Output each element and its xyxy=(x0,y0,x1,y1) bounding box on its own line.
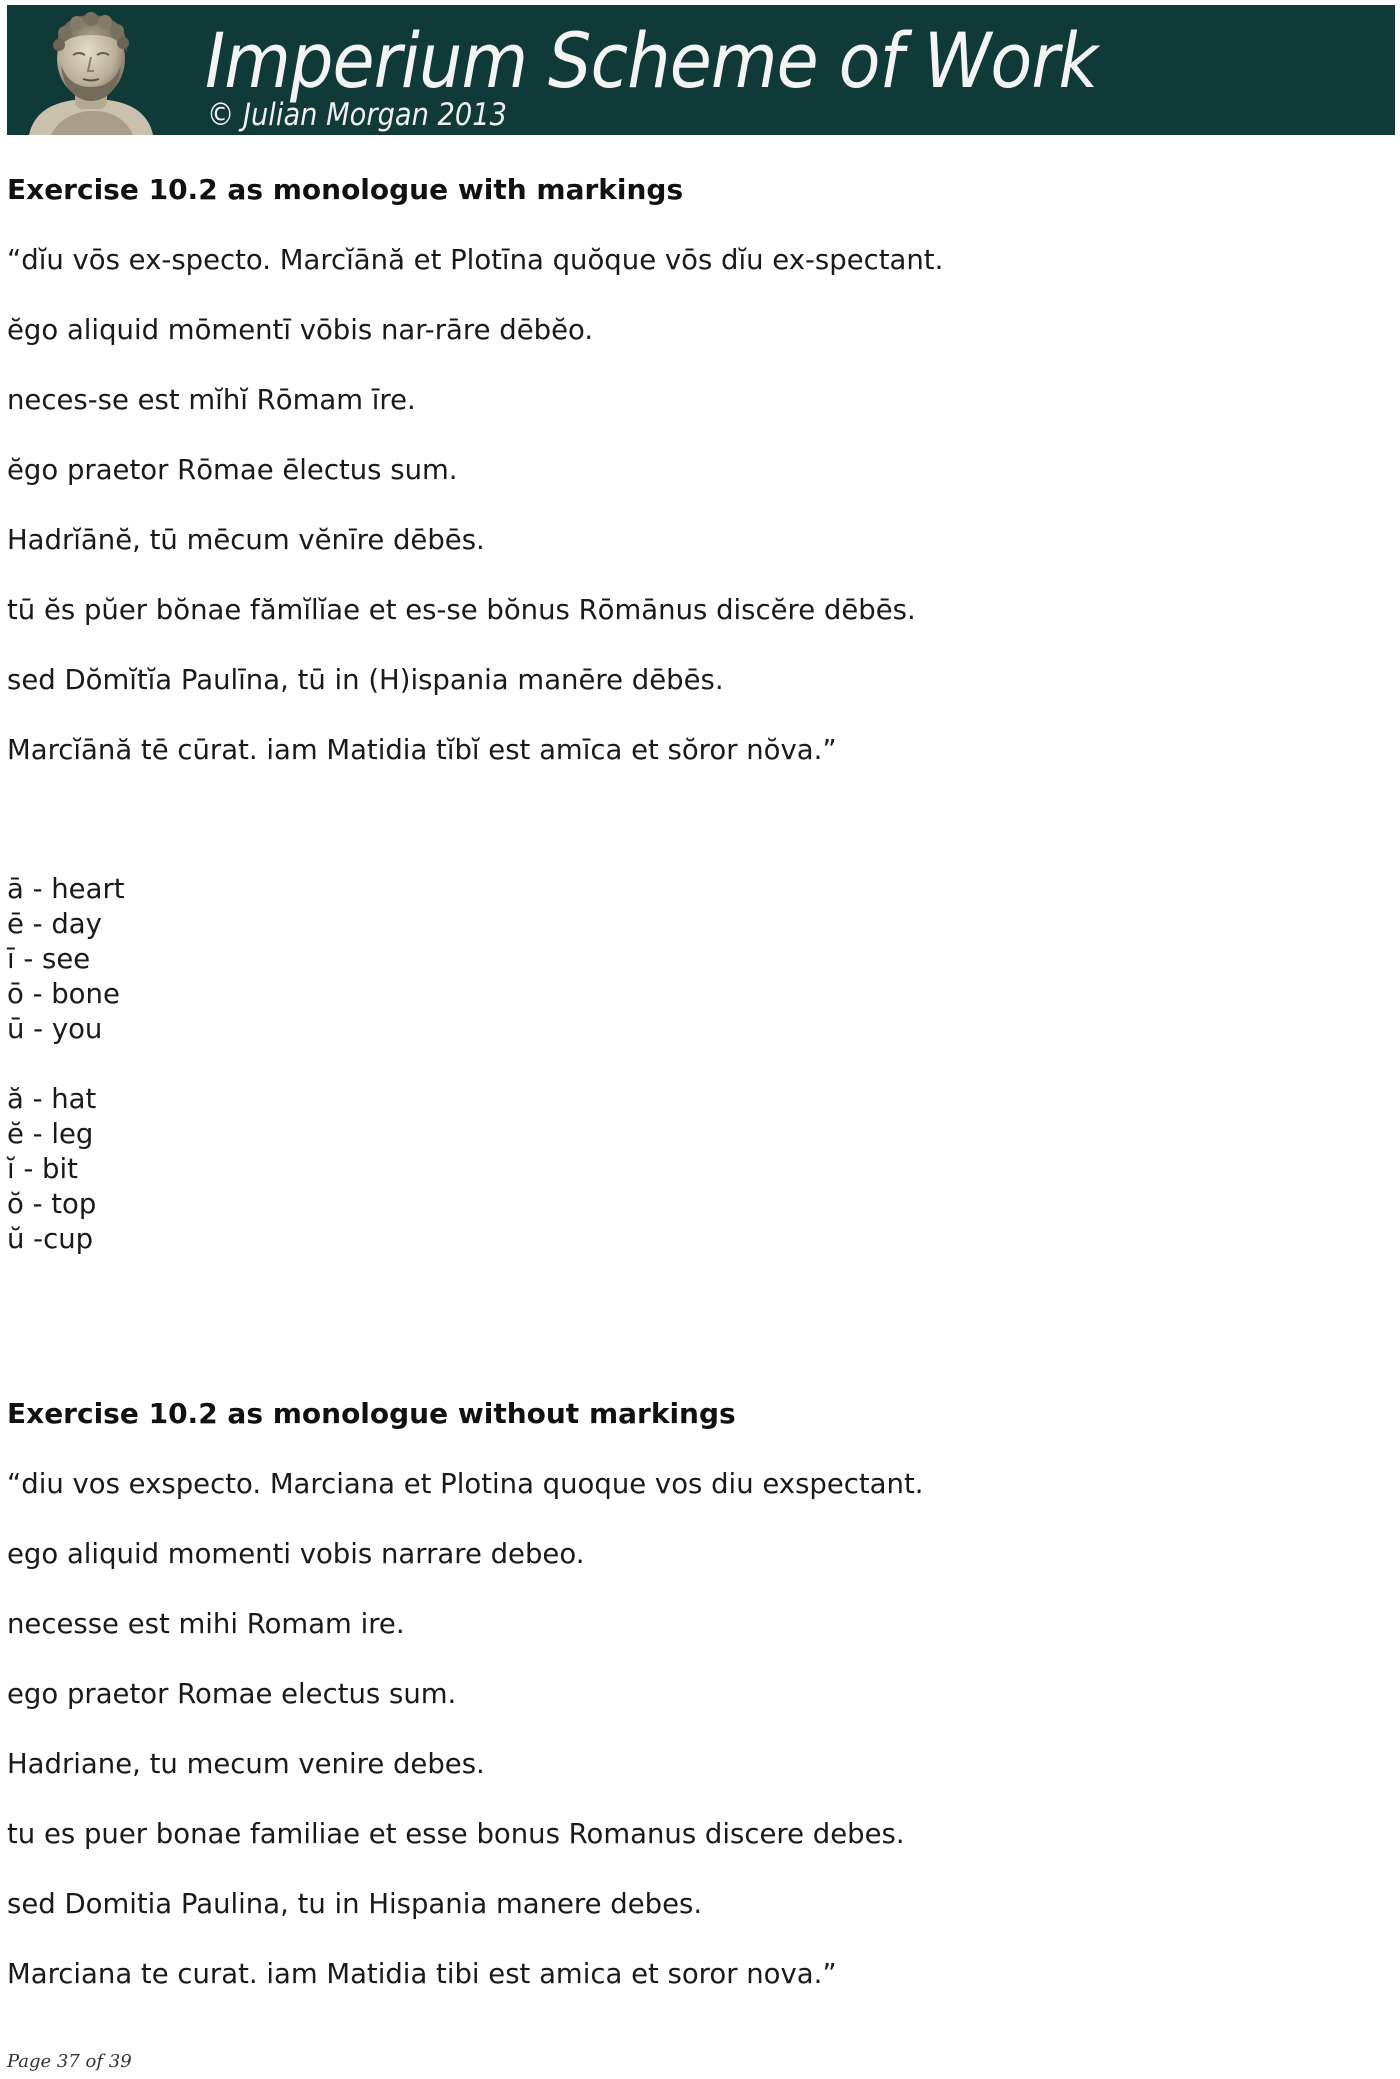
vowel-key-item: ī - see xyxy=(7,943,91,975)
unmarked-line: sed Domitia Paulina, tu in Hispania manere debes. xyxy=(7,1888,703,1920)
vowel-key-item: ā - heart xyxy=(7,873,125,905)
unmarked-line: tu es puer bonae familiae et esse bonus Romanus discere debes. xyxy=(7,1818,905,1850)
marked-line: neces-se est mĭhĭ Rōmam īre. xyxy=(7,384,416,416)
vowel-key-item: ă - hat xyxy=(7,1083,97,1115)
marked-line: sed Dŏmĭtĭa Paulīna, tū in (H)ispania manēre dēbēs. xyxy=(7,664,724,696)
vowel-key-item: ĕ - leg xyxy=(7,1118,94,1150)
hadrian-bust-image xyxy=(21,7,161,135)
short-vowel-key xyxy=(7,1082,96,1257)
banner-copyright: © Julian Morgan 2013 xyxy=(207,97,507,133)
vowel-key-item: ū - you xyxy=(7,1013,103,1045)
marked-line: ĕgo praetor Rōmae ēlectus sum. xyxy=(7,454,458,486)
marked-line: tū ĕs pŭer bŏnae fămĭlĭae et es-se bŏnus Rōmānus discĕre dēbēs. xyxy=(7,594,916,626)
page-number: Page 37 of 39 xyxy=(7,2051,132,2072)
marked-line: ĕgo aliquid mōmentī vōbis nar-rāre dēbĕo. xyxy=(7,314,594,346)
vowel-key-item: ō - bone xyxy=(7,978,120,1010)
banner xyxy=(7,5,1395,135)
unmarked-line: ego praetor Romae electus sum. xyxy=(7,1678,457,1710)
marked-line: “dĭu vōs ex-specto. Marcĭānă et Plotīna quŏque vōs dĭu ex-spectant. xyxy=(7,244,944,276)
marked-line: Marcĭānă tē cūrat. iam Matidia tĭbĭ est amīca et sŏror nŏva.” xyxy=(7,734,837,766)
vowel-key-item: ŏ - top xyxy=(7,1188,97,1220)
unmarked-line: ego aliquid momenti vobis narrare debeo. xyxy=(7,1538,585,1570)
unmarked-line: Marciana te curat. iam Matidia tibi est amica et soror nova.” xyxy=(7,1958,837,1990)
unmarked-line: “diu vos exspecto. Marciana et Plotina quoque vos diu exspectant. xyxy=(7,1468,924,1500)
unmarked-section-heading: Exercise 10.2 as monologue without markings xyxy=(7,1397,736,1430)
vowel-key-item: ĭ - bit xyxy=(7,1153,78,1185)
marked-section-heading: Exercise 10.2 as monologue with markings xyxy=(7,173,684,206)
vowel-key-item: ē - day xyxy=(7,908,102,940)
long-vowel-key xyxy=(7,872,125,1047)
unmarked-line: Hadriane, tu mecum venire debes. xyxy=(7,1748,485,1780)
unmarked-line: necesse est mihi Romam ire. xyxy=(7,1608,405,1640)
marked-line: Hadrĭānĕ, tū mēcum vĕnīre dēbēs. xyxy=(7,524,485,556)
banner-title: Imperium Scheme of Work xyxy=(205,16,1098,105)
vowel-key-item: ŭ -cup xyxy=(7,1223,94,1255)
